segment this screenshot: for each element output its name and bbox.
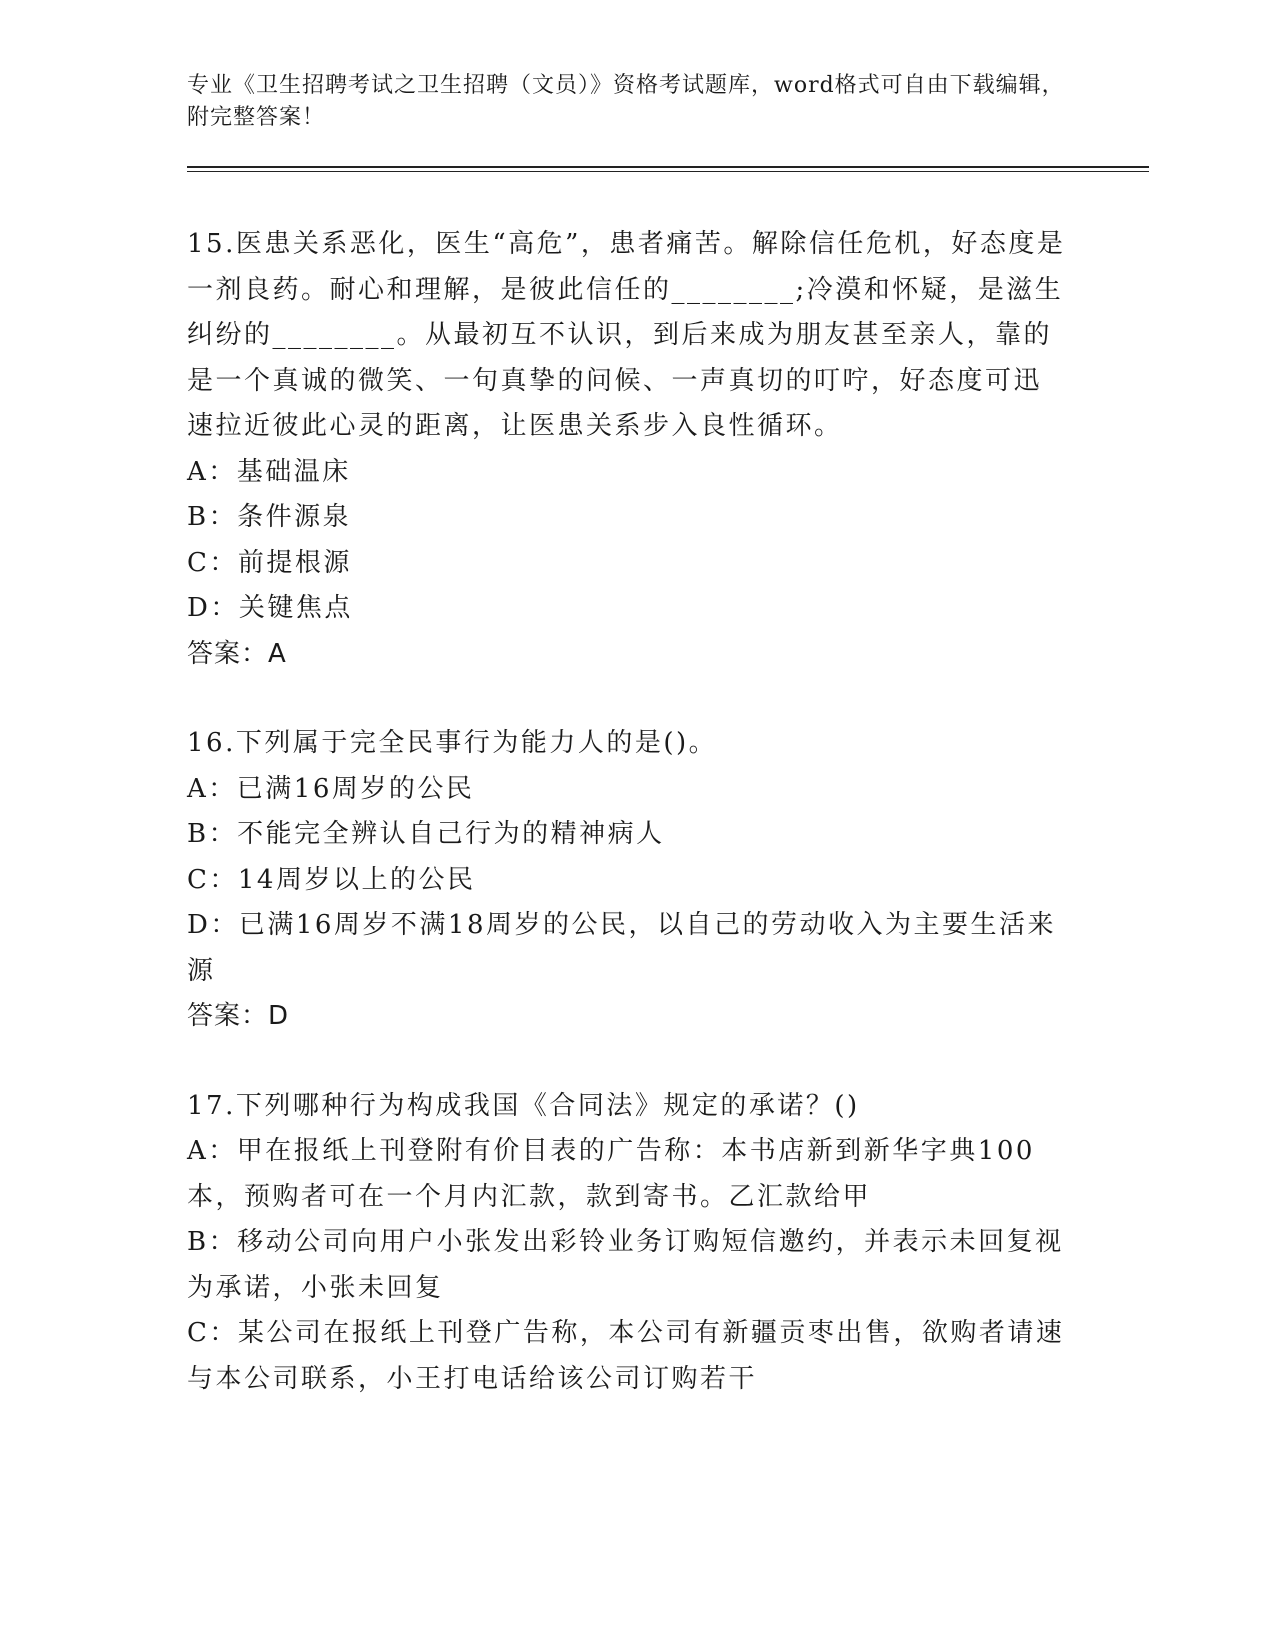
option-c: C：某公司在报纸上刊登广告称，本公司有新疆贡枣出售，欲购者请速与本公司联系，小王打电话给该公司订购若干 <box>187 1318 1065 1394</box>
option-a: A：基础温床 <box>187 456 351 487</box>
option-d: D：已满16周岁不满18周岁的公民，以自己的劳动收入为主要生活来源 <box>187 910 1057 986</box>
option-c: C：前提根源 <box>187 547 352 578</box>
option-a: A：甲在报纸上刊登附有价目表的广告称：本书店新到新华字典100本，预购者可在一个月内汇款，款到寄书。乙汇款给甲 <box>187 1136 1035 1212</box>
option-d: D：关键焦点 <box>187 593 353 623</box>
question-16 <box>187 721 1067 1040</box>
document-header: 专业《卫生招聘考试之卫生招聘（文员）》资格考试题库，word格式可自由下载编辑，附完整答案！ <box>187 73 1065 130</box>
option-a: A：已满16周岁的公民 <box>187 773 475 804</box>
option-c: C：14周岁以上的公民 <box>187 864 476 895</box>
option-b: B：条件源泉 <box>187 502 352 532</box>
answer: 答案：A <box>187 638 287 669</box>
question-15 <box>187 222 1067 677</box>
document-page <box>187 70 1067 1402</box>
question-list <box>187 222 1067 1402</box>
answer: 答案：D <box>187 1001 290 1031</box>
question-stem: 17.下列哪种行为构成我国《合同法》规定的承诺？() <box>187 1090 860 1121</box>
option-b: B：移动公司向用户小张发出彩铃业务订购短信邀约，并表示未回复视为承诺，小张未回复 <box>187 1227 1064 1303</box>
option-b: B：不能完全辨认自己行为的精神病人 <box>187 819 665 849</box>
question-stem: 15.医患关系恶化，医生“高危”，患者痛苦。解除信任危机，好态度是一剂良药。耐心和理解，是彼此信任的________;冷漠和怀疑，是滋生纠纷的________。从最初互不认识，到后来成为朋友甚至亲人，靠的是一个真诚的微笑、一句真挚的问候、一声真切的叮咛，好态度可迅速拉近彼此心灵的距离，让医患关系步入良性循环。 <box>187 229 1066 441</box>
header-divider <box>187 166 1149 172</box>
question-stem: 16.下列属于完全民事行为能力人的是()。 <box>187 728 718 758</box>
question-17 <box>187 1084 1067 1403</box>
